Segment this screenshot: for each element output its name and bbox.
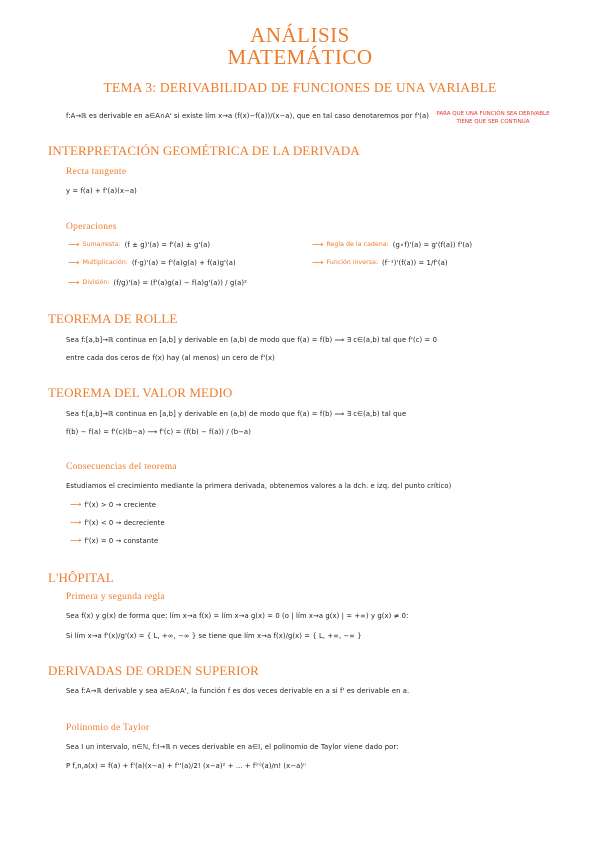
subsection-title-hopital-rules: Primera y segunda regla — [66, 592, 165, 602]
subsection-title-taylor: Polinomio de Taylor — [66, 723, 150, 733]
operation-division — [68, 278, 247, 287]
operation-product — [68, 258, 236, 267]
consequence-item — [70, 500, 156, 509]
mvt-formula: f(b) − f(a) = f'(c)(b−a) ⟶ f'(c) = (f(b) − f(a)) / (b−a) — [66, 428, 251, 436]
section-title-interpretation: INTERPRETACIÓN GEOMÉTRICA DE LA DERIVADA — [48, 143, 360, 158]
consequence-text: f'(x) > 0 → creciente — [84, 500, 157, 509]
document-title-line2: MATEMÁTICO — [227, 45, 373, 69]
operation-formula: (f·g)'(a) = f'(a)g(a) + f(a)g'(a) — [131, 258, 236, 267]
subsection-title-operations: Operaciones — [66, 222, 117, 232]
taylor-polynomial: P f,n,a(x) = f(a) + f'(a)(x−a) + f''(a)/2! (x−a)² + ... + f⁽ⁿ⁾(a)/n! (x−a)ⁿ — [66, 762, 306, 770]
operation-inverse — [312, 258, 448, 267]
section-title-higher-order: DERIVADAS DE ORDEN SUPERIOR — [48, 663, 259, 678]
operation-formula: (f ± g)'(a) = f'(a) ± g'(a) — [124, 240, 211, 249]
mvt-statement: Sea f:[a,b]→ℝ continua en [a,b] y derivable en (a,b) de modo que f(a) = f(b) ⟹ ∃ c∈(a,b) tal que — [66, 410, 407, 418]
operation-formula: (f⁻¹)'(f(a)) = 1/f'(a) — [381, 258, 448, 267]
operation-label: División: — [82, 279, 110, 286]
arrow-icon: ⟶ — [70, 500, 82, 509]
section-title-hopital: L'HÔPITAL — [48, 570, 114, 585]
operation-chain-rule — [312, 240, 472, 249]
subsection-title-consequences: Consecuencias del teorema — [66, 462, 177, 472]
arrow-icon: ⟶ — [70, 518, 82, 527]
arrow-icon: ⟶ — [68, 258, 80, 267]
operation-label: Multiplicación: — [82, 259, 128, 266]
subsection-title-tangent: Recta tangente — [66, 167, 127, 177]
document-subtitle: TEMA 3: DERIVABILIDAD DE FUNCIONES DE UNA VARIABLE — [103, 80, 497, 95]
tangent-formula: y = f(a) + f'(a)(x−a) — [66, 187, 137, 195]
derivative-definition: f:A→ℝ es derivable en a∈A∩A' si existe lím x→a (f(x)−f(a))/(x−a), que en tal caso denotaremos por f'(a) — [66, 112, 430, 120]
operation-label: Regla de la cadena: — [326, 241, 389, 248]
taylor-statement: Sea I un intervalo, n∈ℕ, f:I→ℝ n veces derivable en a∈I, el polinomio de Taylor viene dado por: — [66, 743, 399, 751]
consequence-item — [70, 518, 165, 527]
arrow-icon: ⟶ — [312, 240, 324, 249]
arrow-icon: ⟶ — [68, 240, 80, 249]
higher-order-definition: Sea f:A→ℝ derivable y sea a∈A∩A', la función f es dos veces derivable en a si f' es derivable en a. — [66, 687, 410, 695]
arrow-icon: ⟶ — [312, 258, 324, 267]
section-title-mean-value: TEOREMA DEL VALOR MEDIO — [48, 385, 233, 400]
consequence-item — [70, 536, 158, 545]
consequence-text: f'(x) = 0 → constante — [84, 536, 159, 545]
rolle-consequence: entre cada dos ceros de f(x) hay (al menos) un cero de f'(x) — [66, 354, 275, 362]
hopital-condition: Sea f(x) y g(x) de forma que: lím x→a f(x) = lím x→a g(x) = 0 (o | lím x→a g(x) | = +∞) y g(x) ≠ 0: — [66, 612, 409, 620]
hopital-conclusion: Si lím x→a f'(x)/g'(x) = { L, +∞, −∞ } se tiene que lím x→a f(x)/g(x) = { L, +∞, −∞ } — [66, 632, 362, 640]
operation-formula: (g∘f)'(a) = g'(f(a)) f'(a) — [392, 240, 473, 249]
continuity-note-line2: TIENE QUE SER CONTINUA — [456, 119, 530, 125]
operation-label: Suma/resta: — [82, 241, 121, 248]
arrow-icon: ⟶ — [70, 536, 82, 545]
continuity-note — [428, 110, 558, 126]
section-title-rolle: TEOREMA DE ROLLE — [48, 311, 178, 326]
operation-label: Función inversa: — [326, 259, 378, 266]
arrow-icon: ⟶ — [68, 278, 80, 287]
document-title-line1: ANÁLISIS — [250, 23, 350, 47]
operation-formula: (f/g)'(a) = (f'(a)g(a) − f(a)g'(a)) / g(a)² — [113, 278, 247, 287]
rolle-statement: Sea f:[a,b]→ℝ continua en [a,b] y derivable en (a,b) de modo que f(a) = f(b) ⟹ ∃ c∈(a,b) tal que f'(c) = 0 — [66, 336, 438, 344]
consequences-text: Estudiamos el crecimiento mediante la primera derivada, obtenemos valores a la dch. e izq. del punto crítico) — [66, 482, 452, 490]
consequence-text: f'(x) < 0 → decreciente — [84, 518, 165, 527]
continuity-note-line1: PARA QUE UNA FUNCIÓN SEA DERIVABLE — [436, 111, 550, 117]
operation-sum — [68, 240, 210, 249]
